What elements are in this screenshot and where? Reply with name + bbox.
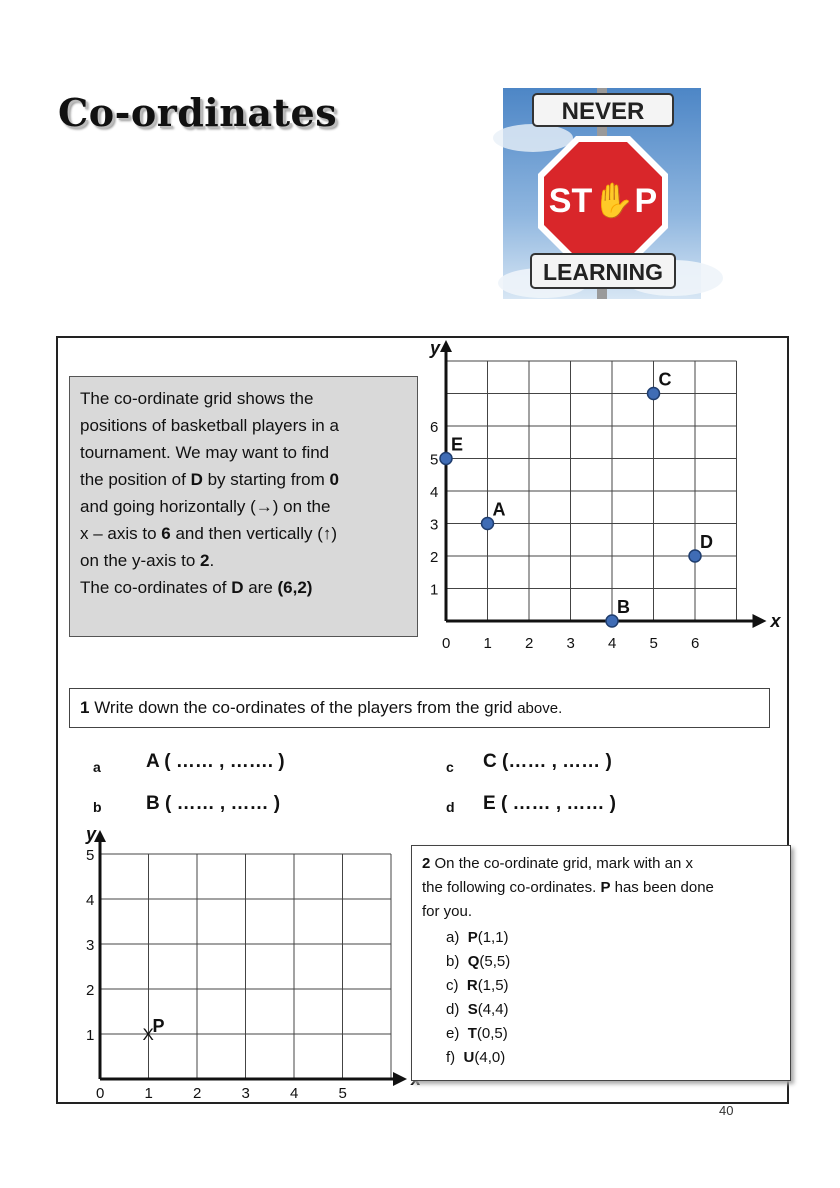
x-tick-label: 2 (193, 1085, 202, 1102)
x-tick-label: 1 (483, 635, 492, 652)
coordinate-grid-marking (70, 826, 410, 1106)
x-tick-label: 2 (525, 635, 534, 652)
poster-stop-word: ST✋P (548, 182, 658, 220)
x-tick-label: 6 (691, 635, 700, 652)
y-tick-label: 5 (430, 451, 439, 469)
answer-c[interactable]: C (…… , …… ) (483, 751, 612, 772)
y-tick-label: 5 (86, 847, 95, 864)
answer-letter-b: b (93, 799, 102, 815)
y-tick-label: 3 (86, 937, 95, 954)
x-tick-label: 1 (144, 1085, 153, 1102)
x-tick-label: 3 (566, 635, 575, 652)
info-box: The co-ordinate grid shows the positions of basketball players in a tournament. We may want to find the position of D by starting from 0 and going horizontally (→) on the x – axis to 6 and then vertically (↑) on the y-axis to 2. The co-ordinates of D are (6,2) (69, 376, 418, 637)
answer-letter-c: c (446, 759, 454, 775)
y-tick-label: 2 (430, 549, 439, 566)
list-item: a) P(1,1) (446, 929, 509, 946)
point-label: B (617, 597, 630, 617)
answer-d[interactable]: E ( …… , …… ) (483, 793, 616, 814)
answer-a[interactable]: A ( …… , ……. ) (146, 751, 285, 772)
poster-bottom-word: LEARNING (542, 259, 664, 285)
point-label: A (492, 499, 506, 520)
poster-top-word: NEVER (561, 98, 645, 125)
x-axis-arrow (393, 1072, 407, 1086)
y-tick-label: 2 (86, 982, 95, 999)
x-tick-label: 5 (338, 1085, 347, 1102)
x-tick-label: 3 (241, 1085, 250, 1102)
y-axis-label: y (430, 338, 441, 358)
x-axis-arrow (753, 614, 767, 628)
y-tick-label: 4 (86, 892, 95, 909)
y-tick-label: 6 (430, 419, 439, 436)
y-tick-label: 3 (430, 516, 439, 534)
x-tick-label: 0 (442, 635, 451, 652)
list-item: d) S(4,4) (446, 1001, 509, 1018)
list-item: e) T(0,5) (446, 1025, 508, 1042)
answer-letter-d: d (446, 799, 455, 815)
x-tick-label: 4 (290, 1085, 299, 1102)
x-tick-label: 5 (649, 635, 658, 652)
answer-b[interactable]: B ( …… , …… ) (146, 793, 281, 814)
page-number: 40 (719, 1103, 734, 1118)
point-label: C (658, 369, 672, 390)
x-tick-label: 0 (96, 1085, 105, 1102)
answer-letter-a: a (93, 759, 101, 775)
y-axis-label: y (86, 824, 97, 844)
point-label: D (700, 532, 713, 552)
y-tick-label: 1 (86, 1027, 95, 1044)
x-tick-label: 4 (608, 635, 617, 652)
point-marker: X (142, 1025, 154, 1044)
x-axis-label: x (770, 611, 781, 631)
y-tick-label: 4 (430, 484, 439, 501)
y-tick-label: 1 (430, 581, 439, 599)
coordinate-grid-players (420, 336, 780, 656)
list-item: c) R(1,5) (446, 977, 509, 994)
list-item: b) Q(5,5) (446, 953, 511, 970)
question-2-box: 2 On the co-ordinate grid, mark with an x the following co-ordinates. P has been done for you. a) P(1,1) b) Q(5,5) c) R(1,5) d) S(4,4) e) T(0,5) f) U(4,0) (411, 845, 791, 1081)
question-1-box: 1 Write down the co-ordinates of the players from the grid above. (69, 688, 770, 728)
point-label: P (152, 1016, 165, 1036)
point-label: E (451, 434, 464, 455)
list-item: f) U(4,0) (446, 1049, 506, 1066)
page-title: Co-ordinates (58, 90, 338, 135)
never-stop-learning-poster (503, 88, 701, 299)
y-axis-arrow (440, 340, 452, 352)
